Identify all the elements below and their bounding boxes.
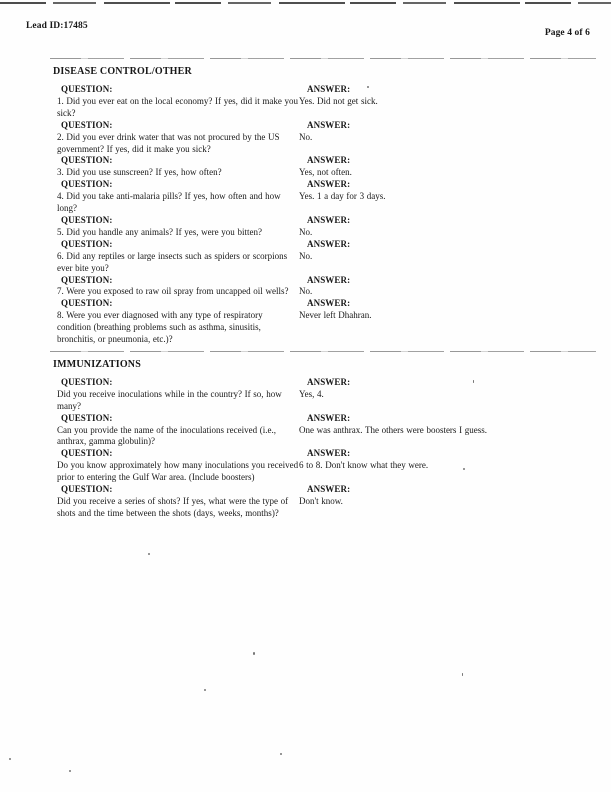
qa-row <box>52 120 600 156</box>
qa-row <box>52 377 600 413</box>
answer-text: Yes. Did not get sick. <box>299 95 378 106</box>
answer-text: No. <box>299 226 313 237</box>
page-top-rule <box>0 2 611 4</box>
qa-row <box>52 484 600 520</box>
scan-speck <box>253 652 255 655</box>
question-text: 3. Did you use sunscreen? If yes, how often? <box>57 167 222 178</box>
question-text: Did you receive inoculations while in the country? If so, how many? <box>57 388 282 411</box>
page-header <box>26 20 590 38</box>
answer-label: ANSWER: <box>307 298 351 309</box>
question-label: QUESTION: <box>61 412 113 423</box>
answer-column <box>299 155 600 179</box>
question-column <box>52 215 299 239</box>
question-text: 1. Did you ever eat on the local economy? If yes, did it make you sick? <box>57 95 299 118</box>
section-title: IMMUNIZATIONS <box>53 358 141 370</box>
answer-label: ANSWER: <box>307 155 351 166</box>
question-column <box>52 155 299 179</box>
question-label: QUESTION: <box>61 274 113 285</box>
qa-row <box>52 84 600 120</box>
question-text: 4. Did you take anti-malaria pills? If yes, how often and how long? <box>57 191 281 214</box>
question-text: 6. Did any reptiles or large insects such as spiders or scorpions ever bite you? <box>57 250 288 273</box>
question-column <box>52 120 299 156</box>
scan-speck <box>9 758 11 760</box>
section-title: DISEASE CONTROL/OTHER <box>53 66 192 77</box>
question-column <box>52 84 299 120</box>
answer-label: ANSWER: <box>307 214 351 225</box>
question-label: QUESTION: <box>61 238 113 249</box>
section-divider-rule <box>50 58 596 59</box>
answer-text: Yes, not often. <box>299 167 352 178</box>
answer-column <box>299 448 600 472</box>
qa-row <box>52 155 600 179</box>
question-text: 7. Were you exposed to raw oil spray from uncapped oil wells? <box>57 286 289 297</box>
question-text: Can you provide the name of the inoculations received (i.e., anthrax, gamma globulin)? <box>57 424 277 447</box>
question-label: QUESTION: <box>61 84 113 94</box>
question-column <box>52 377 299 413</box>
answer-text: Yes, 4. <box>299 388 324 399</box>
question-text: Do you know approximately how many inoculations you received prior to entering the Gulf War area. (Include boosters) <box>57 460 299 483</box>
qa-row <box>52 448 600 484</box>
question-label: QUESTION: <box>61 119 113 130</box>
answer-column <box>299 120 600 144</box>
answer-column <box>299 275 600 299</box>
question-column <box>52 239 299 275</box>
answer-text: No. <box>299 131 313 142</box>
answer-label: ANSWER: <box>307 484 351 495</box>
answer-text: 6 to 8. Don't know what they were. <box>299 460 429 471</box>
scan-speck <box>280 753 282 755</box>
question-label: QUESTION: <box>61 376 113 387</box>
answer-column <box>299 298 600 322</box>
section-divider-rule <box>50 351 596 352</box>
scan-speck <box>204 689 206 691</box>
qa-row <box>52 275 600 299</box>
qa-row <box>52 215 600 239</box>
qa-row <box>52 239 600 275</box>
answer-column <box>299 215 600 239</box>
answer-column <box>299 239 600 263</box>
answer-label: ANSWER: <box>307 238 351 249</box>
document-body <box>52 58 600 520</box>
question-column <box>52 484 299 520</box>
sections <box>52 58 600 520</box>
scan-speck <box>367 86 369 88</box>
answer-column <box>299 377 600 401</box>
qa-row <box>52 413 600 449</box>
answer-text: Don't know. <box>299 496 343 506</box>
question-text: 8. Were you ever diagnosed with any type of respiratory condition (breathing problems such as asthma, sinusitis, bronchitis, or pneumonia, etc.)? <box>57 310 263 345</box>
answer-label: ANSWER: <box>307 119 351 130</box>
answer-column <box>299 84 600 108</box>
scan-speck <box>462 673 463 676</box>
question-label: QUESTION: <box>61 155 113 166</box>
answer-label: ANSWER: <box>307 274 351 285</box>
answer-label: ANSWER: <box>307 84 351 94</box>
answer-label: ANSWER: <box>307 448 351 459</box>
answer-text: Never left Dhahran. <box>299 310 372 321</box>
question-label: QUESTION: <box>61 448 113 459</box>
section-2 <box>52 351 600 520</box>
answer-text: One was anthrax. The others were boosters I guess. <box>299 424 487 435</box>
question-column <box>52 448 299 484</box>
section-1 <box>52 58 600 346</box>
answer-column <box>299 179 600 203</box>
answer-label: ANSWER: <box>307 376 351 387</box>
scan-speck <box>69 770 71 772</box>
question-column <box>52 275 299 299</box>
qa-row <box>52 179 600 215</box>
answer-text: No. <box>299 250 313 261</box>
answer-label: ANSWER: <box>307 179 351 190</box>
question-text: Did you receive a series of shots? If yes, what were the type of shots and the time between the shots (days, weeks, months)? <box>57 496 289 518</box>
question-label: QUESTION: <box>61 298 113 309</box>
question-column <box>52 413 299 449</box>
page-number-text: Page 4 of 6 <box>544 28 590 38</box>
answer-column <box>299 413 600 437</box>
question-text: 2. Did you ever drink water that was not procured by the US government? If yes, did it make you sick? <box>57 131 280 154</box>
answer-text: Yes. 1 a day for 3 days. <box>299 191 386 202</box>
qa-row <box>52 298 600 346</box>
question-label: QUESTION: <box>61 179 113 190</box>
answer-label: ANSWER: <box>307 412 351 423</box>
question-column <box>52 179 299 215</box>
question-label: QUESTION: <box>61 484 113 495</box>
answer-column <box>299 484 600 508</box>
question-column <box>52 298 299 346</box>
question-label: QUESTION: <box>61 214 113 225</box>
scan-speck <box>473 380 474 383</box>
answer-text: No. <box>299 286 313 297</box>
lead-id-text: Lead ID:17485 <box>26 21 88 31</box>
scan-speck <box>148 553 150 555</box>
scan-speck <box>463 468 465 470</box>
question-text: 5. Did you handle any animals? If yes, were you bitten? <box>57 226 262 237</box>
